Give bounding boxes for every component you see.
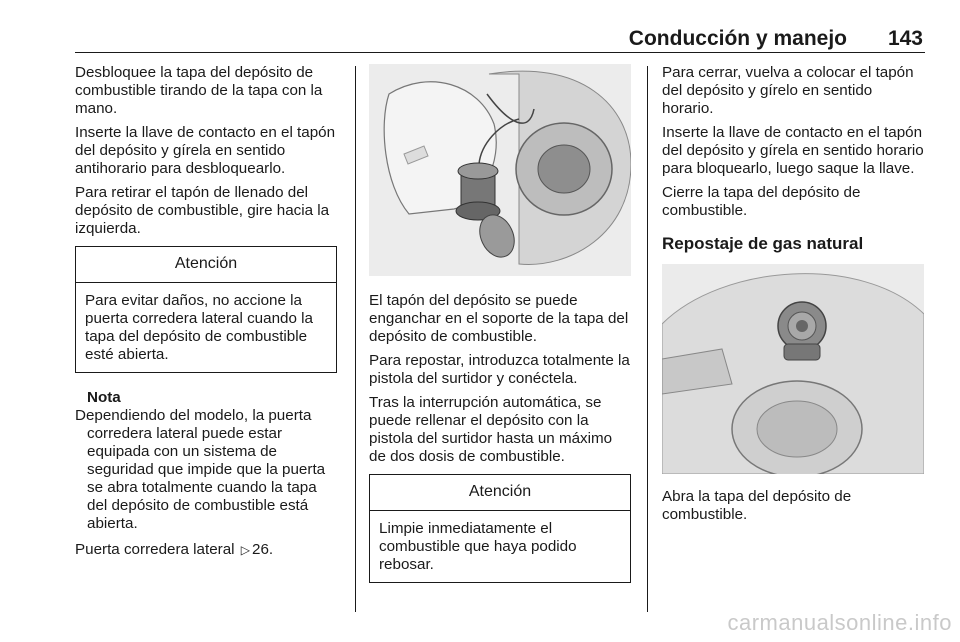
note-text: corredera lateral puede estar equipada con un sistema de seguridad que impide que la puerta se abra totalmente cuando la tapa del depósito de combustible está abierta. bbox=[87, 425, 326, 532]
paragraph: Cierre la tapa del depósito de combustible. bbox=[662, 184, 861, 219]
warning-box bbox=[369, 474, 631, 583]
paragraph: Tras la interrupción automática, se puede rellenar el depósito con la pistola del surtidor hasta un máximo de dos dosis de combustible. bbox=[369, 394, 613, 465]
column-divider bbox=[355, 66, 356, 612]
warning-text: Limpie inmediatamente el combustible que haya podido rebosar. bbox=[379, 520, 577, 573]
page-number: 143 bbox=[887, 27, 923, 50]
section-title: Conducción y manejo bbox=[628, 27, 847, 50]
note-title: Nota bbox=[87, 389, 121, 406]
paragraph: El tapón del depósito se puede enganchar en el soporte de la tapa del depósito de combustible. bbox=[369, 292, 629, 345]
gas-filler-drawing bbox=[662, 264, 924, 474]
gas-filler-illustration bbox=[662, 264, 924, 474]
page-header bbox=[75, 26, 925, 53]
watermark: carmanualsonline.info bbox=[727, 610, 952, 635]
reference-page: 26. bbox=[252, 541, 274, 558]
note-block bbox=[75, 389, 337, 533]
paragraph: Inserte la llave de contacto en el tapón del depósito y gírela en sentido horario para bloquearlo, luego saque la llave. bbox=[662, 124, 924, 177]
note-first-line: Dependiendo del modelo, la puerta bbox=[75, 407, 312, 424]
reference-text: Puerta corredera lateral bbox=[75, 541, 235, 558]
warning-box bbox=[75, 246, 337, 373]
warning-text: Para evitar daños, no accione la puerta corredera lateral cuando la tapa del depósito de combustible esté abierta. bbox=[85, 292, 313, 363]
paragraph: Abra la tapa del depósito de combustible. bbox=[662, 488, 852, 523]
page-reference-icon: ▷ bbox=[240, 543, 251, 557]
paragraph: Inserte la llave de contacto en el tapón del depósito y gírela en sentido antihorario para desbloquearlo. bbox=[75, 124, 336, 177]
warning-title: Atención bbox=[76, 247, 336, 283]
paragraph: Para cerrar, vuelva a colocar el tapón del depósito y gírelo en sentido horario. bbox=[662, 64, 914, 117]
paragraph: Para repostar, introduzca totalmente la pistola del surtidor y conéctela. bbox=[369, 352, 630, 387]
column-3 bbox=[662, 64, 924, 530]
warning-title: Atención bbox=[370, 475, 630, 511]
paragraph: Para retirar el tapón de llenado del depósito de combustible, gire hacia la izquierda. bbox=[75, 184, 330, 237]
fuel-cap-illustration bbox=[369, 64, 631, 276]
column-2 bbox=[369, 64, 631, 583]
paragraph: Desbloquee la tapa del depósito de combustible tirando de la tapa con la mano. bbox=[75, 64, 323, 117]
column-divider bbox=[647, 66, 648, 612]
fuel-cap-drawing bbox=[369, 64, 631, 276]
cross-reference[interactable] bbox=[75, 541, 337, 559]
column-1 bbox=[75, 64, 337, 565]
section-heading: Repostaje de gas natural bbox=[662, 234, 864, 253]
